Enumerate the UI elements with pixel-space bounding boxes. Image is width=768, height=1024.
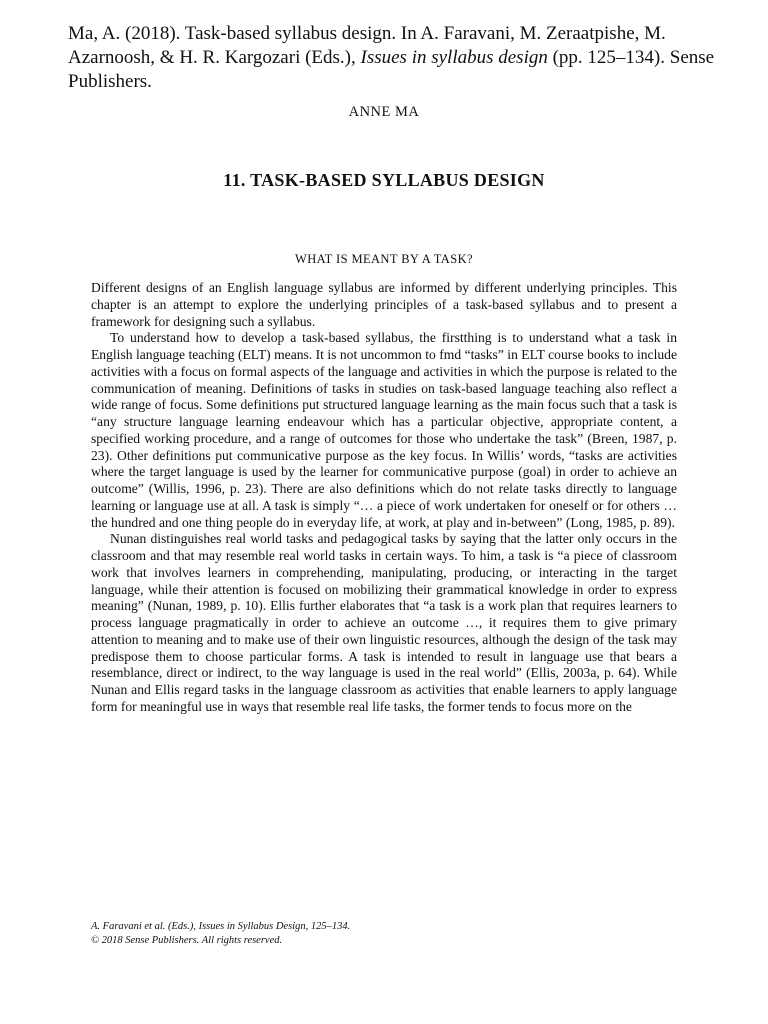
author-name: ANNE MA <box>348 104 420 120</box>
paragraph-2: To understand how to develop a task-based syllabus, the firstthing is to understand what a task in English language teaching (ELT) means. It is not uncommon to fmd “tasks” in ELT course books to include activities with a focus on formal aspects of the language and activities in which the purpose is related to the communication of meaning. Definitions of tasks in studies on task-based language teaching also reflect a wide range of focus. Some definitions put structured language learning as the main focus such that a task is “any structure language learning endeavour which has a particular objective, appropriate content, a specified working procedure, and a range of outcomes for those who undertake the task” (Breen, 1987, p. 23). Other definitions put communicative purpose as the key focus. In Willis’ words, “tasks are activities where the target language is used by the learner for communicative purpose (goal) in order to achieve an outcome” (Willis, 1996, p. 23). There are also definitions which do not relate tasks directly to language learning or language use at all. A task is simply “… a piece of work undertaken for oneself or for others … the hundred and one thing people do in everyday life, at work, at play and in-between” (Long, 1985, p. 89). <box>91 330 677 530</box>
footer-source-line: A. Faravani et al. (Eds.), Issues in Syllabus Design, 125–134. <box>91 921 351 932</box>
paragraph-3: Nunan distinguishes real world tasks and pedagogical tasks by saying that the latter only occurs in the classroom and that may resemble real world tasks in certain ways. To him, a task is “a piece of classroom work that involves learners in comprehending, manipulating, producing, or interacting in the target language, while their attention is focused on mobilizing their grammatical knowledge in order to express meaning” (Nunan, 1989, p. 10). Ellis further elaborates that “a task is a work plan that requires learners to process language pragmatically in order to achieve an outcome …, it requires them to give primary attention to meaning and to make use of their own linguistic resources, although the design of the task may predispose them to choose particular forms. A task is intended to result in language use that bears a resemblance, direct or indirect, to the way language is used in the real world” (Ellis, 2003a, p. 64). While Nunan and Ellis regard tasks in the language classroom as activities that enable learners to apply language form for meaningful use in ways that resemble real life tasks, the former tends to focus more on the <box>91 531 677 714</box>
citation-book-title: Issues in syllabus design <box>360 47 548 68</box>
citation-prefix: Ma, A. (2018). Task-based syllabus design. In A. Faravani, M. Zeraatpishe, M. Azarnoosh, & H. R. Kargozari (Eds.), <box>68 23 666 68</box>
page-footer <box>91 920 677 948</box>
citation-suffix: (pp. 125–134). Sense Publishers. <box>68 47 715 92</box>
body-text <box>91 280 677 716</box>
citation <box>68 22 728 94</box>
section-heading: WHAT IS MEANT BY A TASK? <box>295 252 473 266</box>
paragraph-1: Different designs of an English language syllabus are informed by different underlying principles. This chapter is an attempt to explore the underlying principles of a task-based syllabus and to present a framework for designing such a syllabus. <box>91 280 677 329</box>
footer-copyright-line: © 2018 Sense Publishers. All rights reserved. <box>91 935 283 946</box>
chapter-title: 11. TASK-BASED SYLLABUS DESIGN <box>223 170 545 190</box>
